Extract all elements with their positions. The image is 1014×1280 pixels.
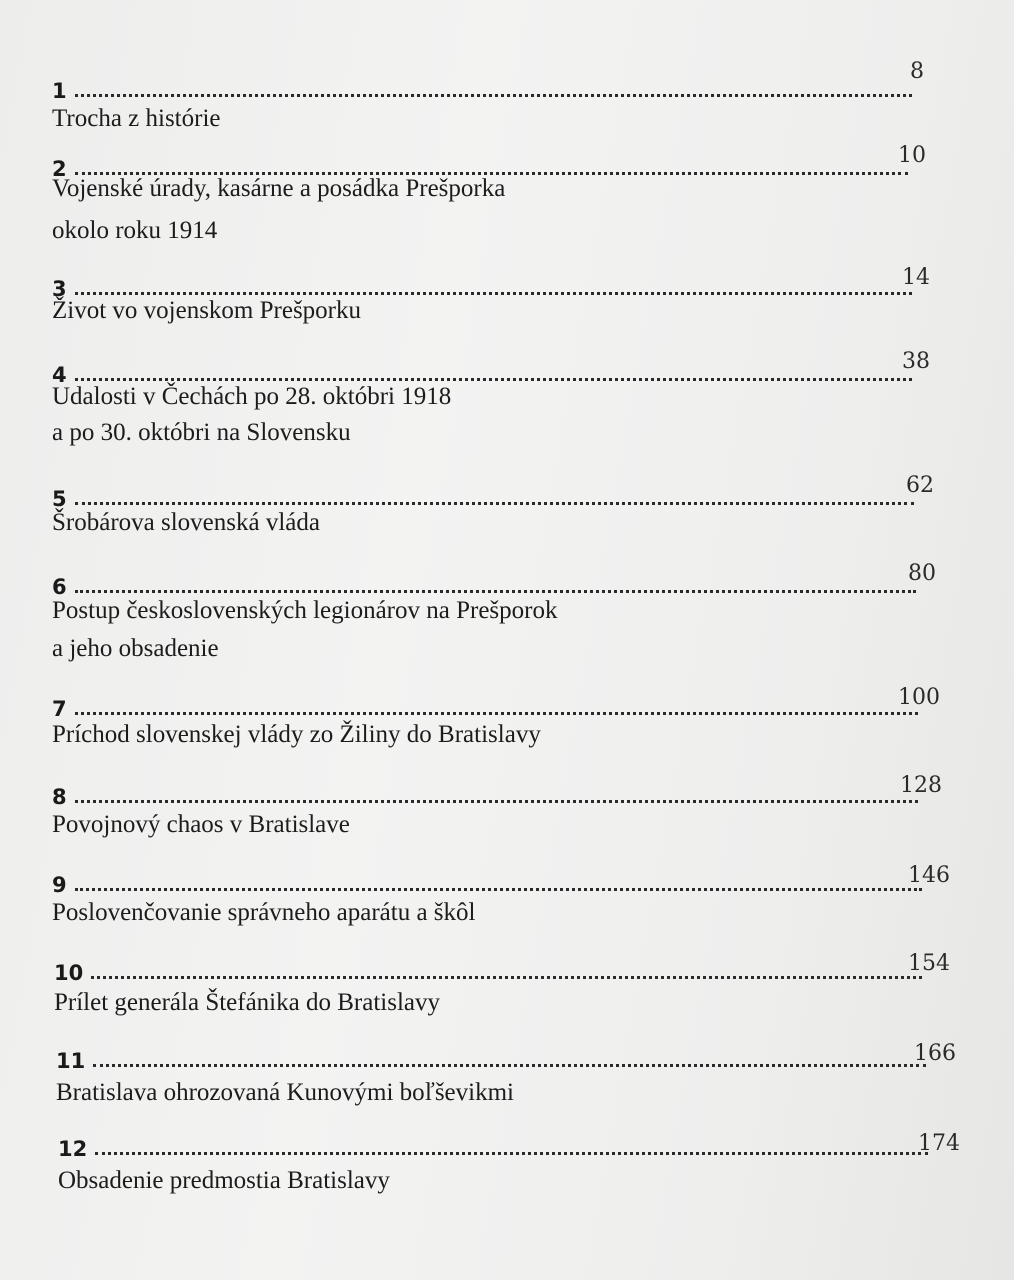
page-number: 10 (898, 143, 926, 168)
page-number: 80 (908, 561, 936, 586)
chapter-title-line: okolo roku 1914 (52, 217, 218, 244)
page-number: 14 (902, 265, 930, 290)
dot-leader (75, 712, 918, 715)
chapter-title-line: Postup československých legionárov na Prešporok (52, 597, 558, 624)
dot-leader (75, 590, 916, 593)
page-number: 100 (898, 685, 940, 710)
chapter-title-line: Trocha z histórie (52, 105, 221, 132)
chapter-number: 5 (52, 487, 67, 511)
chapter-title-line: Život vo vojenskom Prešporku (52, 297, 362, 324)
chapter-title-line: Príchod slovenskej vlády zo Žiliny do Bratislavy (52, 721, 541, 748)
chapter-title-line: Prílet generála Štefánika do Bratislavy (54, 989, 440, 1016)
chapter-number: 3 (52, 277, 67, 301)
chapter-title-line: Bratislava ohrozovaná Kunovými boľševikmi (56, 1079, 514, 1106)
chapter-number: 9 (52, 873, 67, 897)
page-number: 154 (908, 951, 950, 976)
chapter-title-line: Udalosti v Čechách po 28. októbri 1918 (52, 383, 452, 410)
page-number: 128 (900, 773, 942, 798)
chapter-number: 10 (54, 961, 84, 985)
chapter-number: 7 (52, 697, 67, 721)
chapter-number: 1 (52, 79, 67, 103)
chapter-title-line: a po 30. októbri na Slovensku (52, 419, 351, 446)
page-number: 174 (918, 1131, 960, 1156)
dot-leader (75, 502, 914, 505)
chapter-title-line: Povojnový chaos v Bratislave (52, 811, 350, 838)
dot-leader (91, 976, 922, 979)
page-number: 146 (908, 863, 950, 888)
chapter-number: 8 (52, 785, 67, 809)
dot-leader (75, 800, 918, 803)
page-number: 62 (906, 473, 934, 498)
chapter-title-line: Šrobárova slovenská vláda (52, 509, 320, 536)
chapter-number: 6 (52, 575, 67, 599)
page-number: 38 (902, 349, 930, 374)
chapter-number: 4 (52, 363, 67, 387)
dot-leader (75, 888, 922, 891)
chapter-title-line: Vojenské úrady, kasárne a posádka Prešporka (52, 175, 506, 202)
chapter-number: 12 (58, 1137, 88, 1161)
page-number: 8 (910, 59, 924, 84)
chapter-title-line: Poslovenčovanie správneho aparátu a škôl (52, 899, 476, 926)
chapter-title-line: a jeho obsadenie (52, 635, 219, 662)
dot-leader (95, 1152, 928, 1155)
dot-leader (75, 94, 912, 97)
chapter-number: 2 (52, 157, 67, 181)
dot-leader (93, 1064, 926, 1067)
chapter-number: 11 (56, 1049, 86, 1073)
chapter-title-line: Obsadenie predmostia Bratislavy (58, 1167, 390, 1194)
page-number: 166 (914, 1041, 956, 1066)
